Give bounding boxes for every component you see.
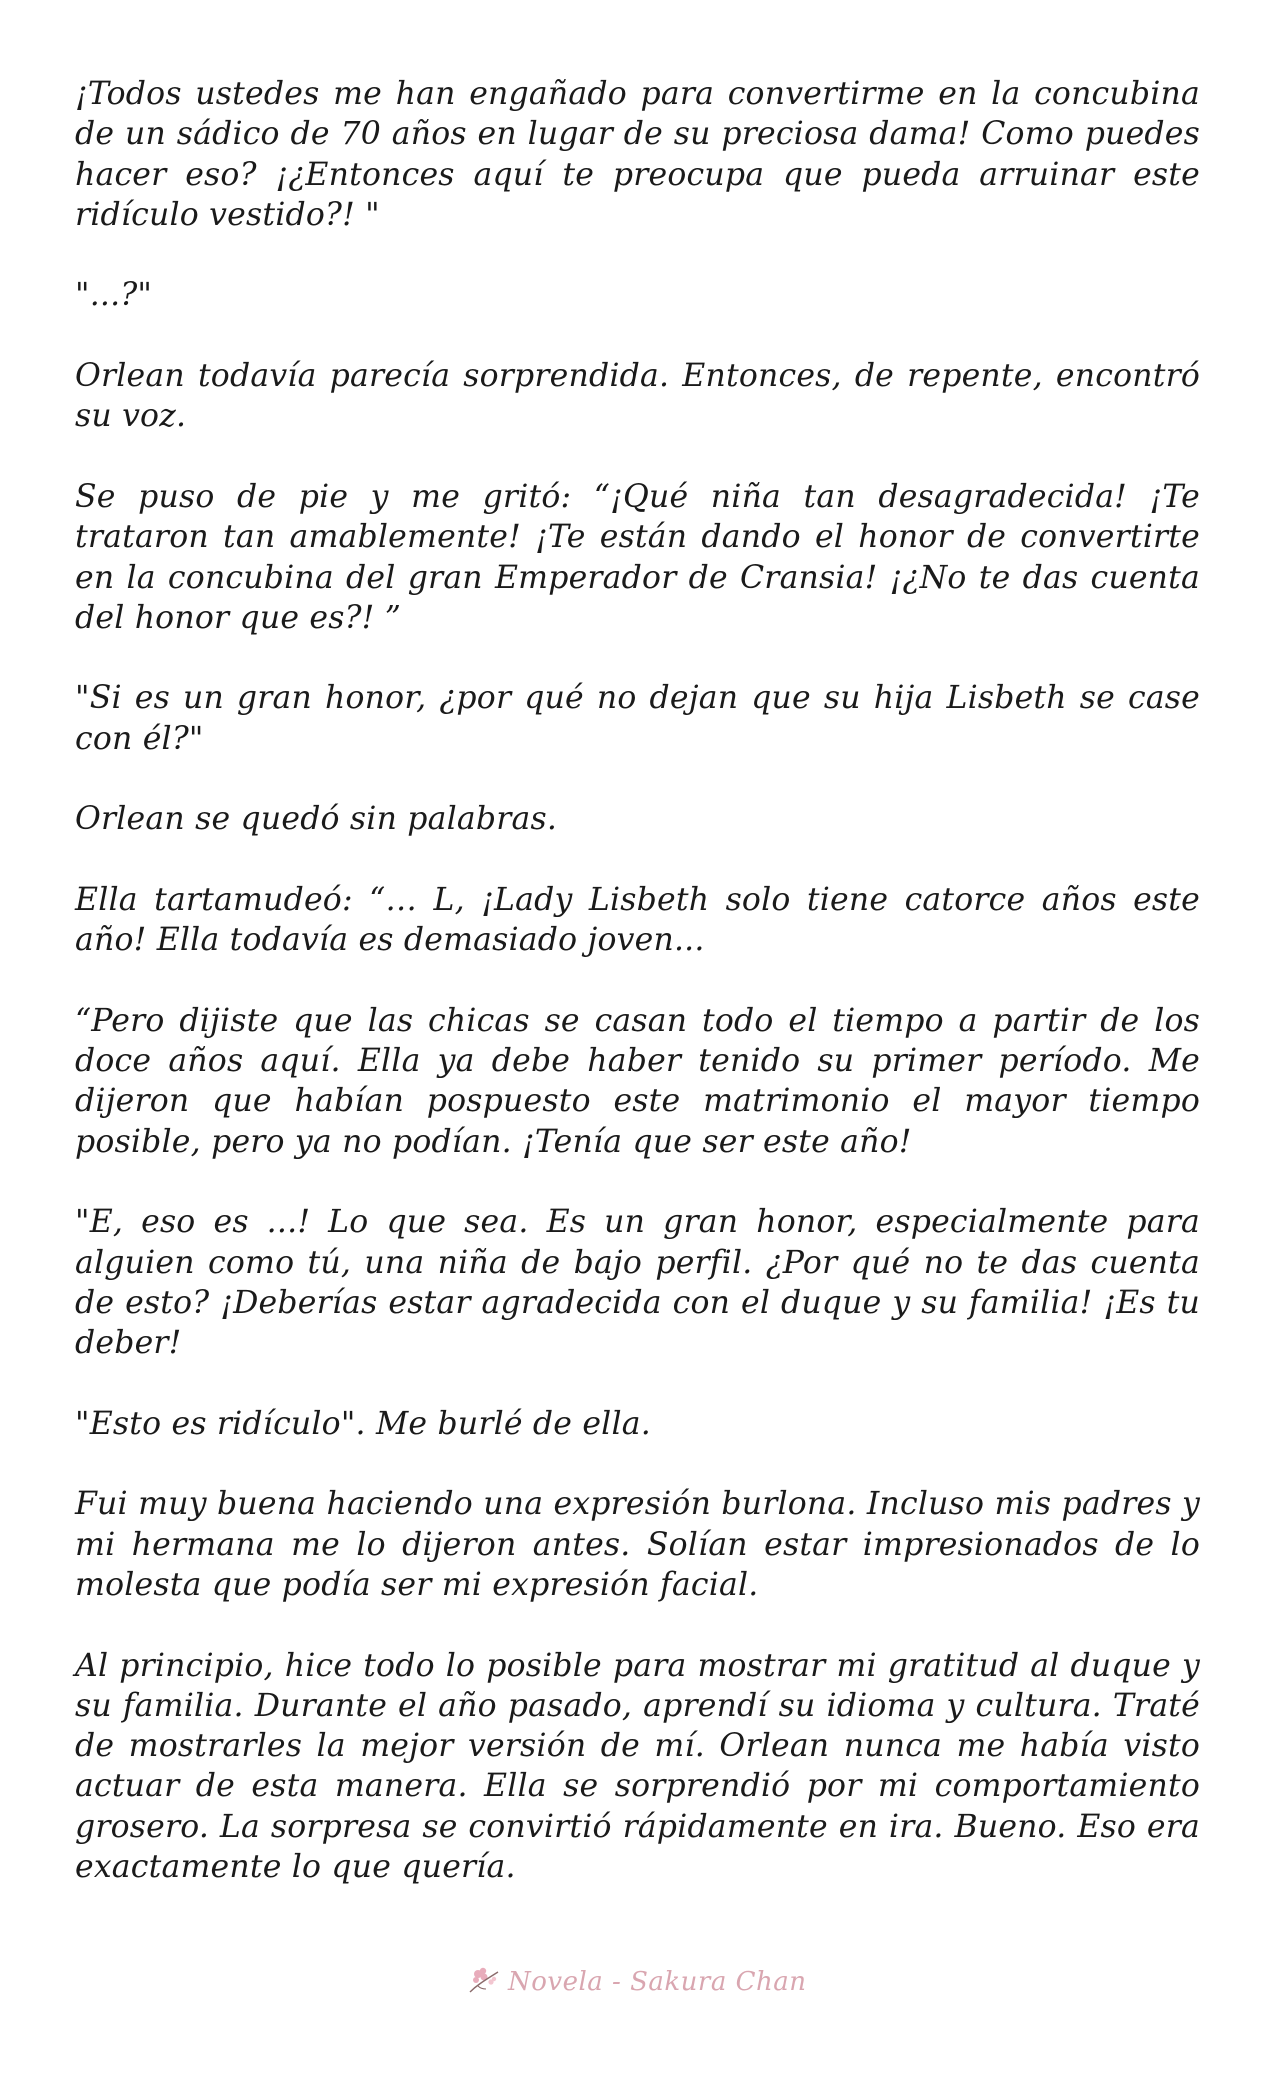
paragraph: Al principio, hice todo lo posible para mostrar mi gratitud al duque y su familia. Durante el año pasado, aprendí su idioma y cultura. Traté de mostrarles la mejor versión de mí. Orlean nunca me había visto actuar de esta manera. Ella se sorprendió por mi comportamiento grosero. La sorpresa se convirtió rápidamente en ira. Bueno. Eso era exactamente lo que quería. <box>75 1647 1200 1886</box>
paragraph: "Si es un gran honor, ¿por qué no dejan que su hija Lisbeth se case con él?" <box>75 680 1200 757</box>
watermark-text: Novela - Sakura Chan <box>508 1967 807 1997</box>
paragraph: Orlean se quedó sin palabras. <box>75 801 558 838</box>
paragraph: “Pero dijiste que las chicas se casan todo el tiempo a partir de los doce años aquí. Ella ya debe haber tenido su primer período. Me dijeron que habían pospuesto este matrimonio el mayor tiempo posible, pero ya no podían. ¡Tenía que ser este año! <box>75 1002 1200 1160</box>
story-text <box>75 74 1200 1928</box>
paragraph: Orlean todavía parecía sorprendida. Entonces, de repente, encontró su voz. <box>75 358 1200 435</box>
paragraph: Fui muy buena haciendo una expresión burlona. Incluso mis padres y mi hermana me lo dijeron antes. Solían estar impresionados de lo molesta que podía ser mi expresión facial. <box>75 1486 1200 1603</box>
paragraph: "Esto es ridículo". Me burlé de ella. <box>75 1405 651 1442</box>
paragraph: "...?" <box>75 277 153 314</box>
paragraph: "E, eso es ...! Lo que sea. Es un gran honor, especialmente para alguien como tú, una niña de bajo perfil. ¿Por qué no te das cuenta de esto? ¡Deberías estar agradecida con el duque y su familia! ¡Es tu deber! <box>75 1204 1200 1362</box>
paragraph: Ella tartamudeó: “… L, ¡Lady Lisbeth solo tiene catorce años este año! Ella todavía es demasiado joven... <box>75 881 1200 959</box>
paragraph: Se puso de pie y me gritó: “¡Qué niña tan desagradecida! ¡Te trataron tan amablemente! ¡Te están dando el honor de convertirte en la concubina del gran Emperador de Cransia! ¡¿No te das cuenta del honor que es?! ” <box>75 478 1200 636</box>
watermark <box>464 1960 807 2004</box>
paragraph: ¡Todos ustedes me han engañado para convertirme en la concubina de un sádico de 70 años en lugar de su preciosa dama! Como puedes hacer eso? ¡¿Entonces aquí te preocupa que pueda arruinar este ridículo vestido?! " <box>75 76 1200 233</box>
sakura-flower-icon <box>464 1962 504 2002</box>
